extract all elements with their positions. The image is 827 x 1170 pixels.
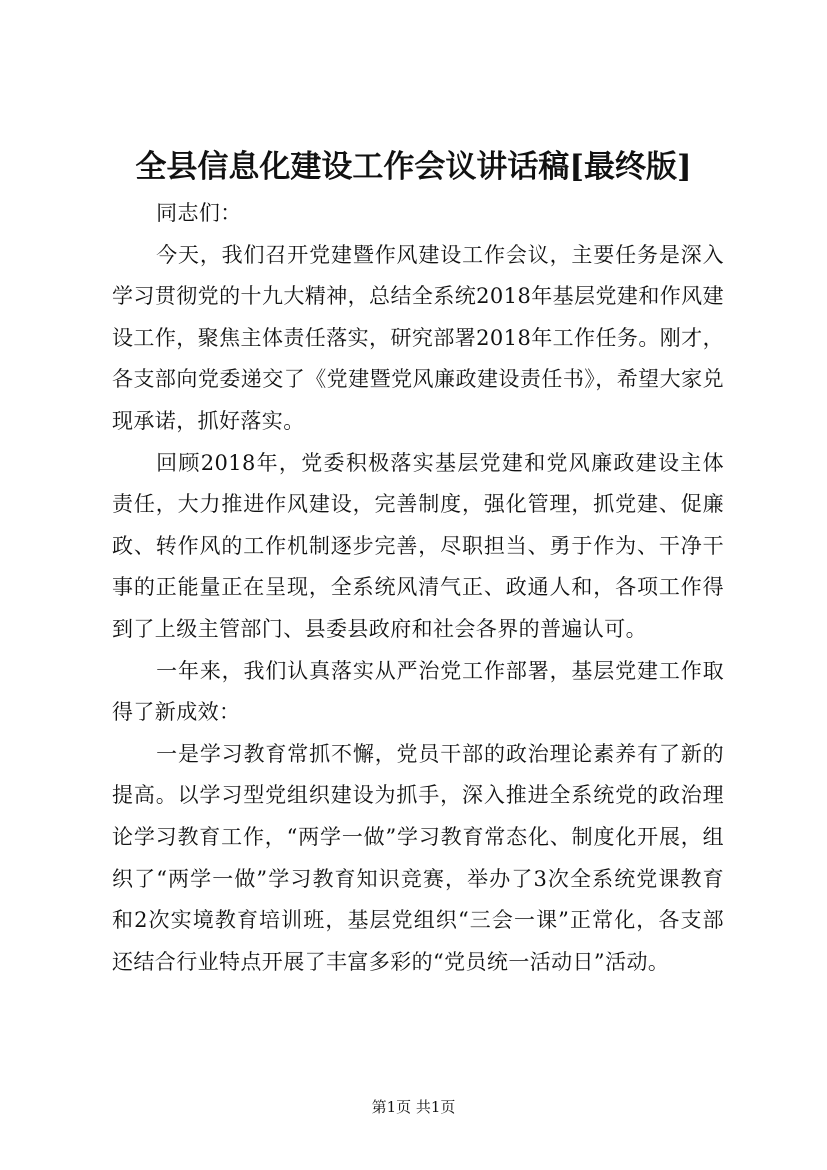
document-body <box>112 193 724 983</box>
paragraph-opening: 今天，我们召开党建暨作风建设工作会议，主要任务是深入学习贯彻党的十九大精神，总结全系统2018年基层党建和作风建设工作，聚焦主体责任落实，研究部署2018年工作任务。刚才，各支部向党委递交了《党建暨党风廉政建设责任书》，希望大家兑现承诺，抓好落实。 <box>112 242 724 433</box>
document-title: 全县信息化建设工作会议讲话稿[最终版] <box>135 149 692 185</box>
page-footer: 第1页 共1页 <box>371 1098 456 1116</box>
paragraph-review: 回顾2018年，党委积极落实基层党建和党风廉政建设主体责任，大力推进作风建设，完善制度，强化管理，抓党建、促廉政、转作风的工作机制逐步完善，尽职担当、勇于作为、干净干事的正能量正在呈现，全系统风清气正、政通人和，各项工作得到了上级主管部门、县委县政府和社会各界的普遍认可。 <box>112 450 724 641</box>
paragraph-study-education: 一是学习教育常抓不懈，党员干部的政治理论素养有了新的提高。以学习型党组织建设为抓手，深入推进全系统党的政治理论学习教育工作，“两学一做”学习教育常态化、制度化开展，组织了“两学一做”学习教育知识竞赛，举办了3次全系统党课教育和2次实境教育培训班，基层党组织“三会一课”正常化，各支部还结合行业特点开展了丰富多彩的“党员统一活动日”活动。 <box>112 741 724 974</box>
salutation: 同志们： <box>156 201 242 225</box>
paragraph-achievements-intro: 一年来，我们认真落实从严治党工作部署，基层党建工作取得了新成效： <box>112 658 724 725</box>
